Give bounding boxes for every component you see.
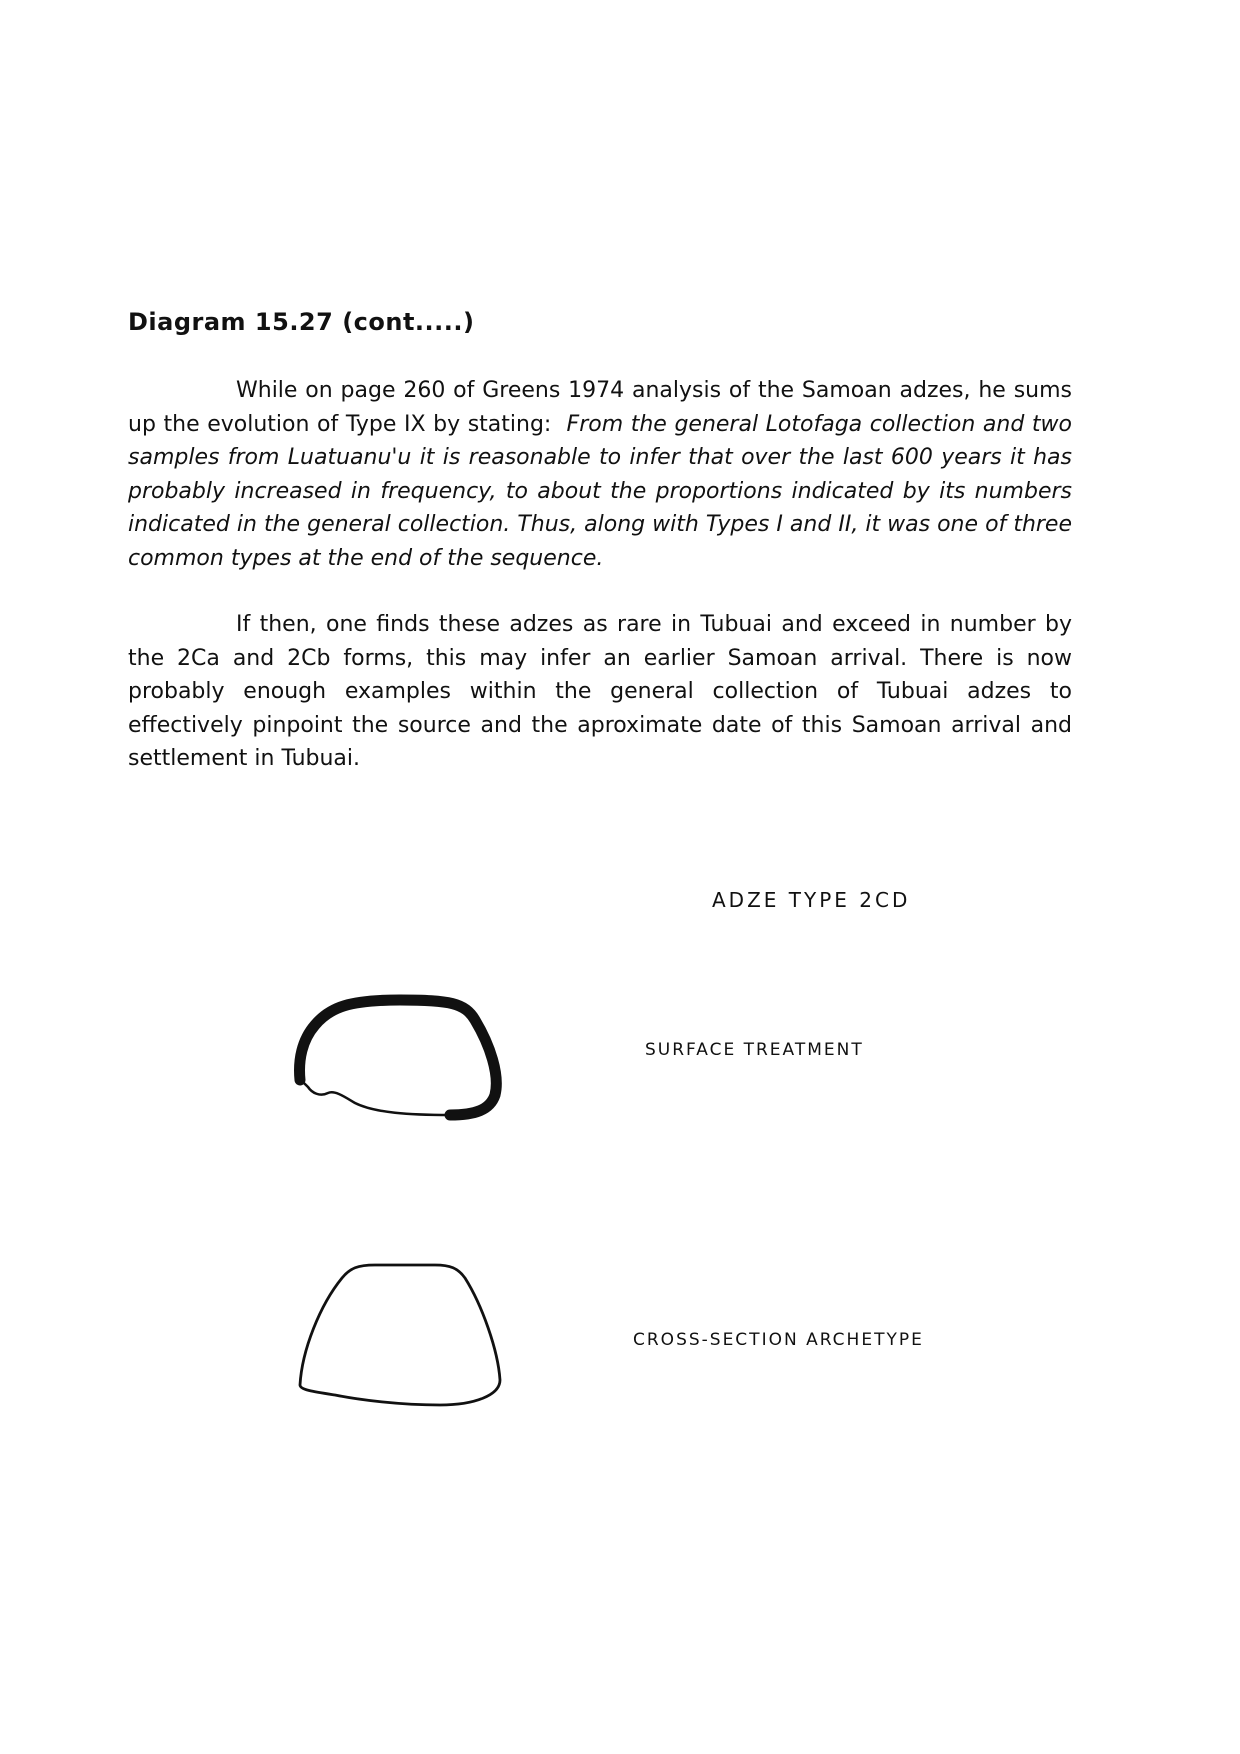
cross-section-sketch: [290, 1250, 530, 1420]
surface-treatment-label: SURFACE TREATMENT: [645, 1040, 864, 1060]
diagram-heading: Diagram 15.27 (cont.....): [128, 308, 475, 336]
paragraph-body: If then, one finds these adzes as rare in Tubuai and exceed in number by the 2Ca and 2Cb forms, this may infer an earlier Samoan arrival. There is now probably enough examples within the general collection of Tubuai adzes to effectively pinpoint the source and the aproximate date of this Samoan arrival and settlement in Tubuai.: [128, 612, 1072, 771]
surface-treatment-sketch: [290, 985, 530, 1135]
paragraph-lead: While on page 260 of Greens 1974 analysis of the Samoan adzes, he sums up the evolution of Type IX by stating:: [128, 378, 1072, 437]
paragraph-green-quote: [128, 374, 1072, 575]
cross-section-label: CROSS-SECTION ARCHETYPE: [633, 1330, 924, 1350]
adze-type-label: ADZE TYPE 2CD: [712, 888, 911, 912]
green-quotation: From the general Lotofaga collection and two samples from Luatuanu'u it is reasonable to infer that over the last 600 years it has probably increased in frequency, to about the proportions indicated by its numbers indicated in the general collection. Thus, along with Types I and II, it was one of three common types at the end of the sequence.: [128, 411, 1072, 571]
paragraph-samoan-arrival: [128, 608, 1072, 776]
